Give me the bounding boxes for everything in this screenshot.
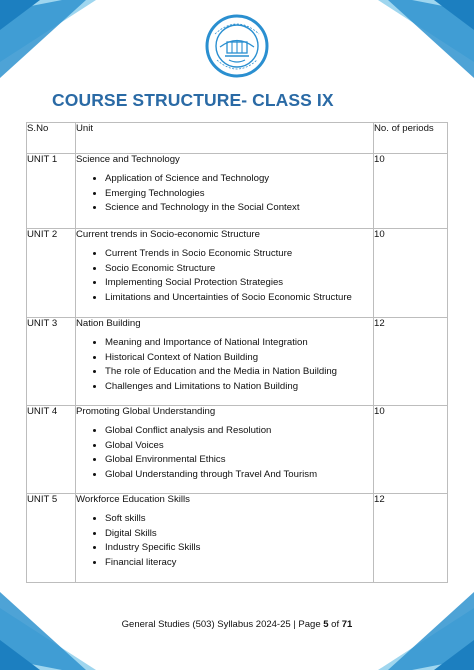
page-footer [0,619,474,630]
table-header-row [27,123,448,154]
table-row [27,406,448,494]
corner-decoration-bottom-right [364,590,474,670]
topic-item: • Challenges and Limitations to Nation Building [105,380,373,395]
table-row [27,229,448,318]
topic-item: • Historical Context of Nation Building [105,351,373,366]
corner-decoration-top-right [364,0,474,80]
topic-list [76,424,373,482]
unit-title: Nation Building [76,318,141,329]
unit-title: Science and Technology [76,154,180,165]
topic-item: • Soft skills [105,512,373,527]
unit-label: UNIT 5 [27,494,76,583]
header-sno: S.No [27,123,76,154]
header-unit: Unit [76,123,374,154]
unit-title: Current trends in Socio-economic Structure [76,229,260,240]
topic-item: • Industry Specific Skills [105,541,373,556]
topic-item: • The role of Education and the Media in Nation Building [105,365,373,380]
cbse-logo-icon [205,14,269,78]
topic-item: • Application of Science and Technology [105,172,373,187]
topic-item: • Digital Skills [105,527,373,542]
topic-item: • Emerging Technologies [105,187,373,202]
topic-item: • Limitations and Uncertainties of Socio Economic Structure [105,291,373,306]
page-title: COURSE STRUCTURE- CLASS IX [52,90,334,110]
table-row [27,494,448,583]
periods-value: 10 [374,406,448,494]
header-periods: No. of periods [374,123,448,154]
unit-description [76,229,374,318]
footer-page-number: 5 [323,619,329,630]
unit-label: UNIT 2 [27,229,76,318]
topic-item: • Meaning and Importance of National Integration [105,336,373,351]
topic-list [76,172,373,216]
table-row [27,318,448,406]
periods-value: 10 [374,154,448,229]
topic-item: • Global Conflict analysis and Resolution [105,424,373,439]
unit-label: UNIT 3 [27,318,76,406]
topic-list [76,336,373,394]
unit-description [76,494,374,583]
topic-item: • Socio Economic Structure [105,262,373,277]
topic-item: • Current Trends in Socio Economic Structure [105,247,373,262]
topic-item: • Global Environmental Ethics [105,453,373,468]
periods-value: 12 [374,318,448,406]
periods-value: 12 [374,494,448,583]
unit-description [76,406,374,494]
topic-list [76,512,373,570]
unit-description [76,154,374,229]
course-structure-table [26,122,448,583]
unit-label: UNIT 1 [27,154,76,229]
footer-of-text: of [328,619,342,630]
unit-description [76,318,374,406]
periods-value: 10 [374,229,448,318]
unit-title: Promoting Global Understanding [76,406,216,417]
corner-decoration-top-left [0,0,110,80]
corner-decoration-bottom-left [0,590,110,670]
topic-item: • Global Understanding through Travel And Tourism [105,468,373,483]
topic-item: • Global Voices [105,439,373,454]
topic-item: • Implementing Social Protection Strategies [105,276,373,291]
unit-title: Workforce Education Skills [76,494,190,505]
footer-text: General Studies (503) Syllabus 2024-25 | Page [121,619,324,630]
topic-item: • Financial literacy [105,556,373,571]
unit-label: UNIT 4 [27,406,76,494]
table-row [27,154,448,229]
footer-page-total: 71 [341,619,353,630]
topic-item: • Science and Technology in the Social Context [105,201,373,216]
topic-list [76,247,373,305]
